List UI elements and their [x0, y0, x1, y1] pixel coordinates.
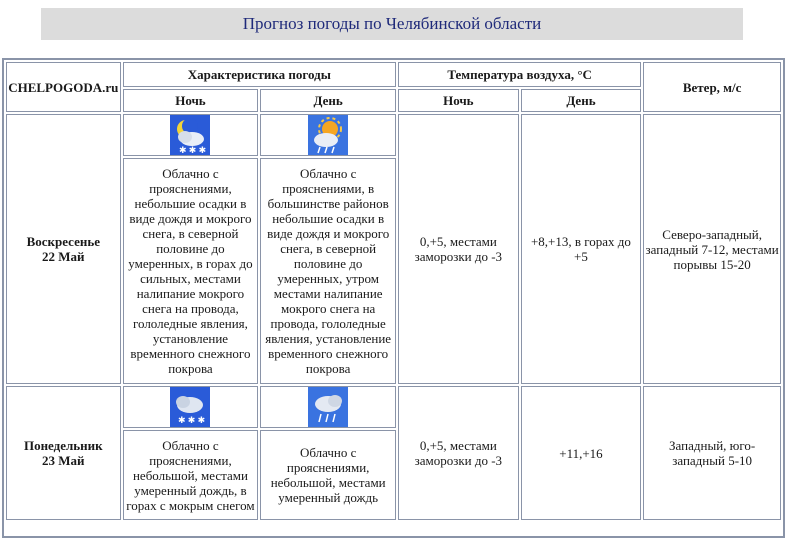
cloud-rain-icon — [308, 387, 348, 427]
weekday: Понедельник — [23, 438, 103, 453]
day-description: Облачно с прояснениями, небольшой, местами умеренный дождь — [260, 430, 396, 520]
date: 22 Май — [42, 249, 85, 264]
night-icon-cell — [123, 386, 259, 428]
cloud-snow-icon — [170, 387, 210, 427]
page-title: Прогноз погоды по Челябинской области — [41, 8, 743, 40]
night-description: Облачно с прояснениями, небольшие осадки в виде дождя и мокрого снега, в северной половине до умеренных, в горах до сильных, местами налипание мокрого снега на провода, гололедные явления, установление временного снежного покрова — [123, 158, 259, 384]
wind: Северо-западный, западный 7-12, местами порывы 15-20 — [643, 114, 781, 384]
table-row — [6, 114, 781, 156]
night-icon-cell — [123, 114, 259, 156]
day-label — [6, 114, 121, 384]
table-row — [6, 386, 781, 428]
header-wind: Ветер, м/с — [643, 62, 781, 112]
day-icon-cell — [260, 386, 396, 428]
day-label — [6, 386, 121, 520]
date: 23 Май — [42, 453, 85, 468]
header-weather: Характеристика погоды — [123, 62, 396, 87]
subheader-temp-night: Ночь — [398, 89, 519, 112]
temp-day: +11,+16 — [521, 386, 642, 520]
svg-text:✱ ✱ ✱: ✱ ✱ ✱ — [179, 145, 207, 155]
wind: Западный, юго-западный 5-10 — [643, 386, 781, 520]
temp-night: 0,+5, местами заморозки до -3 — [398, 114, 519, 384]
moon-cloud-snow-icon — [170, 115, 210, 155]
day-icon-cell — [260, 114, 396, 156]
weekday: Воскресенье — [26, 234, 101, 249]
forecast-table — [4, 60, 783, 522]
temp-day: +8,+13, в горах до +5 — [521, 114, 642, 384]
subheader-weather-night: Ночь — [123, 89, 259, 112]
header-temperature: Температура воздуха, °C — [398, 62, 641, 87]
subheader-temp-day: День — [521, 89, 642, 112]
temp-night: 0,+5, местами заморозки до -3 — [398, 386, 519, 520]
night-description: Облачно с прояснениями, небольшой, местами умеренный дождь, в горах с мокрым снегом — [123, 430, 259, 520]
subheader-weather-day: День — [260, 89, 396, 112]
svg-text:✱ ✱ ✱: ✱ ✱ ✱ — [178, 415, 206, 425]
site-label: CHELPOGODA.ru — [6, 62, 121, 112]
day-description: Облачно с прояснениями, в большинстве районов небольшие осадки в виде дождя и мокрого снега, в северной половине до умеренных, утром местами налипание мокрого снега на провода, гололедные явления, установление временного снежного покрова — [260, 158, 396, 384]
sun-cloud-rain-icon — [308, 115, 348, 155]
